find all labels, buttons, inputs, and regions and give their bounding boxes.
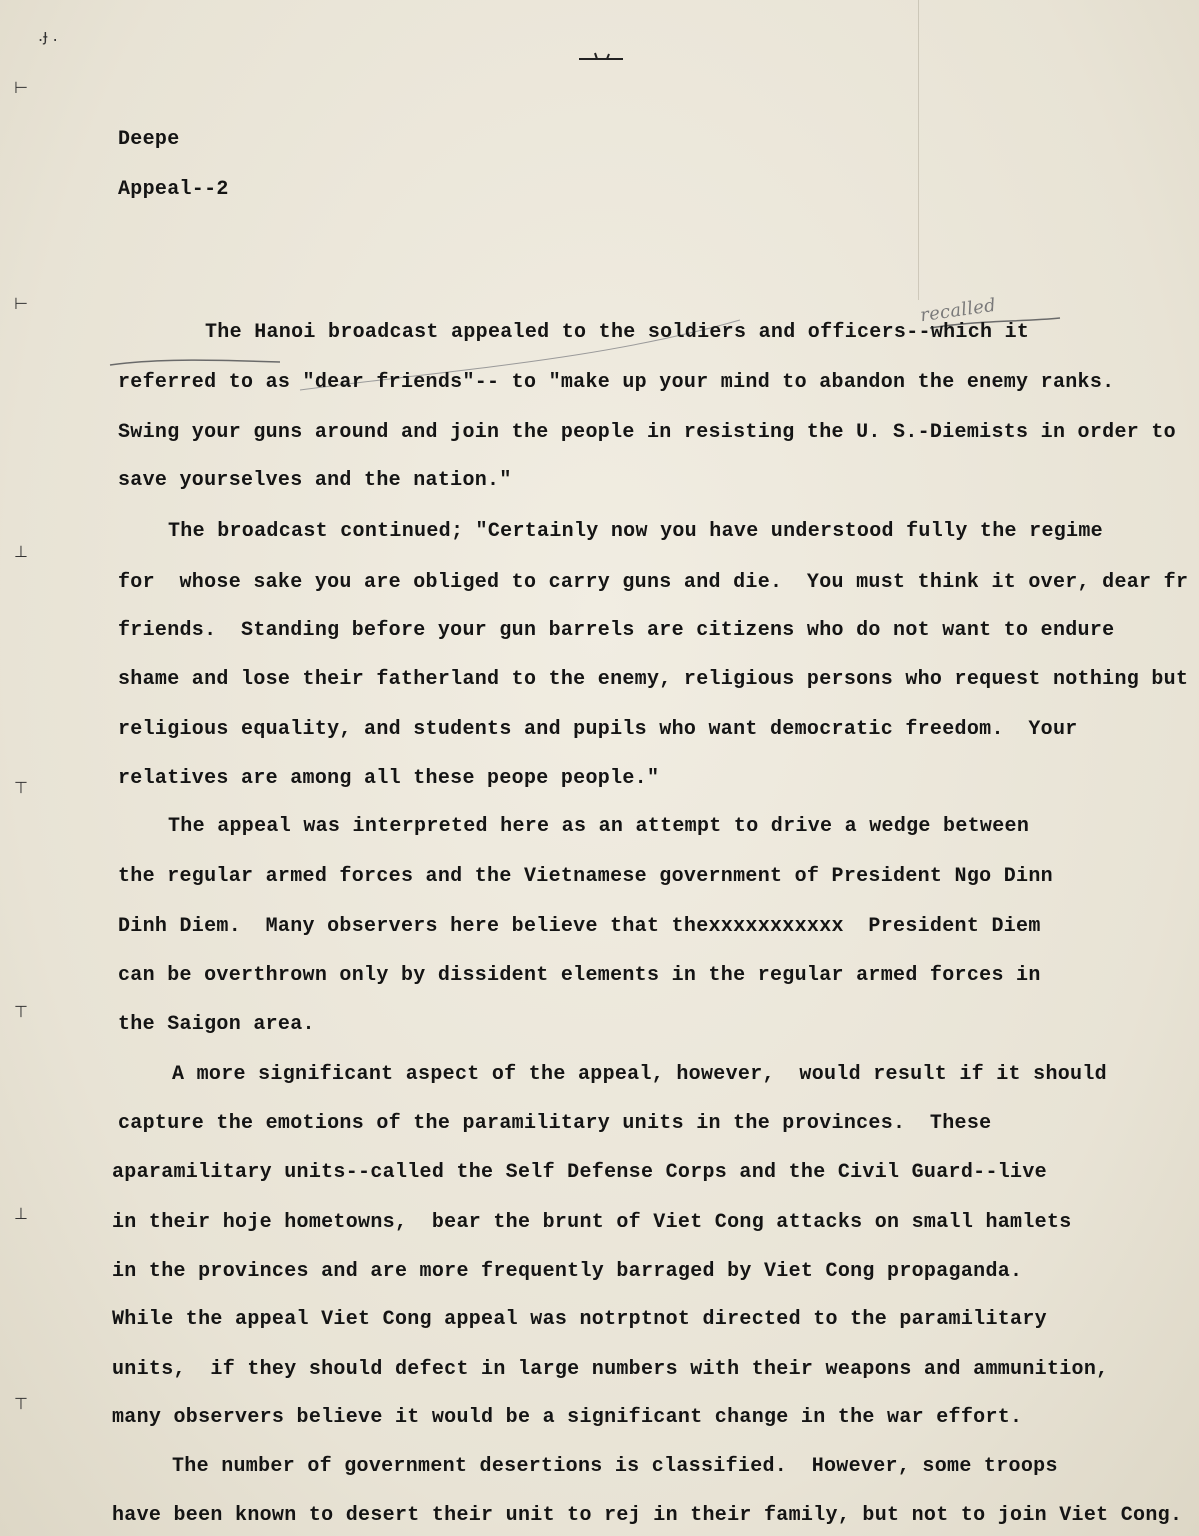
text-line: many observers believe it would be a significant change in the war effort. xyxy=(112,1406,1023,1429)
text-line: the Saigon area. xyxy=(118,1013,315,1036)
text-line: The Hanoi broadcast appealed to the soldiers and officers--which it xyxy=(205,321,1030,344)
text-line: in the provinces and are more frequently barraged by Viet Cong propaganda. xyxy=(112,1260,1023,1283)
binder-mark: ⊤ xyxy=(14,1002,28,1021)
document-slug: Deepe xyxy=(118,128,180,151)
binder-mark: ⊤ xyxy=(14,1394,28,1413)
text-line: A more significant aspect of the appeal, however, would result if it should xyxy=(172,1063,1107,1086)
text-line: have been known to desert their unit to rej in their family, but not to join Viet Cong. xyxy=(112,1504,1183,1527)
text-line: for whose sake you are obliged to carry guns and die. You must think it over, dear fr xyxy=(118,571,1189,594)
text-line: referred to as "dear friends"-- to "make up your mind to abandon the enemy ranks. xyxy=(118,371,1115,394)
text-line: units, if they should defect in large numbers with their weapons and ammunition, xyxy=(112,1358,1109,1381)
text-line: shame and lose their fatherland to the enemy, religious persons who request nothing but xyxy=(118,668,1189,691)
binder-mark: ⊥ xyxy=(14,1204,28,1223)
text-line: in their hoje hometowns, bear the brunt of Viet Cong attacks on small hamlets xyxy=(112,1211,1072,1234)
binder-mark: ⊥ xyxy=(14,542,28,561)
page-number-mark xyxy=(577,50,625,64)
text-line: aparamilitary units--called the Self Defense Corps and the Civil Guard--live xyxy=(112,1161,1047,1184)
text-line: save yourselves and the nation." xyxy=(118,469,512,492)
corner-mark: .ɟ . xyxy=(38,26,58,45)
text-line: friends. Standing before your gun barrels are citizens who do not want to endure xyxy=(118,619,1115,642)
paper-fold-line xyxy=(918,0,919,300)
text-line: Swing your guns around and join the people in resisting the U. S.-Diemists in order to xyxy=(118,421,1176,444)
binder-mark: ⊢ xyxy=(14,78,28,97)
text-line: religious equality, and students and pupils who want democratic freedom. Your xyxy=(118,718,1078,741)
text-line: capture the emotions of the paramilitary units in the provinces. These xyxy=(118,1112,992,1135)
text-line: The broadcast continued; "Certainly now you have understood fully the regime xyxy=(168,520,1103,543)
binder-mark: ⊢ xyxy=(14,294,28,313)
binder-mark: ⊤ xyxy=(14,778,28,797)
page-label: Appeal--2 xyxy=(118,178,229,201)
pencil-note: recalled xyxy=(918,294,998,327)
text-line: Dinh Diem. Many observers here believe that thexxxxxxxxxxx President Diem xyxy=(118,915,1041,938)
text-line: The appeal was interpreted here as an attempt to drive a wedge between xyxy=(168,815,1030,838)
text-line: relatives are among all these peope people." xyxy=(118,767,660,790)
text-line: the regular armed forces and the Vietnamese government of President Ngo Dinn xyxy=(118,865,1053,888)
text-line: The number of government desertions is classified. However, some troops xyxy=(172,1455,1058,1478)
text-line: While the appeal Viet Cong appeal was notrptnot directed to the paramilitary xyxy=(112,1308,1047,1331)
text-line: can be overthrown only by dissident elements in the regular armed forces in xyxy=(118,964,1041,987)
